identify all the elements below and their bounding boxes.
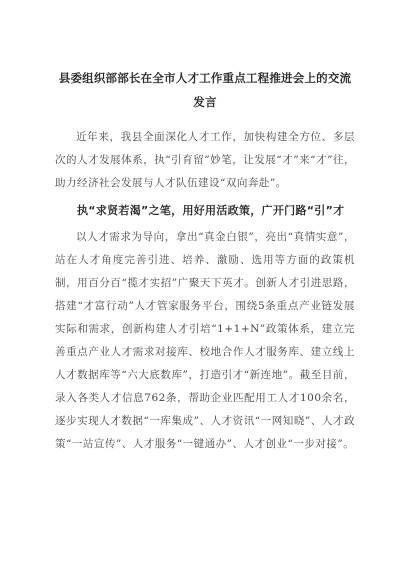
intro-paragraph: 近年来，我县全面深化人才工作，加快构建全方位、多层次的人才发展体系，执“引育留”妙笔，让发展“才”来“才”往，助力经济社会发展与人才队伍建设“双向奔赴”。	[55, 131, 355, 189]
document-body	[55, 66, 355, 456]
body-paragraph: 以人才需求为导向，拿出“真金白银”，亮出“真情实意”，站在人才角度完善引进、培养、激励、选用等方面的政策机制，用百分百“揽才实招”广聚天下英才。创新人才引进思路，搭建“才富行动”人才管家服务平台，围绕5条重点产业链发展实际和需求，创新构建人才引培“1+1+N”政策体系，建立完善重点产业人才需求对接库、校地合作人才服务库、建立线上人才数据库等“六大底数库”，打造引才“新连地”。截至目前，录入各类人才信息762条，帮助企业匹配用工人才100余名，逐步实现人才数据“一库集成”、人才资讯“一网知晓”、人才政策“一站宣传”、人才服务“一键通办”、人才创业“一步对接”。	[55, 231, 355, 450]
document-title: 县委组织部部长在全市人才工作重点工程推进会上的交流发言	[58, 71, 352, 109]
section-heading: 执“求贤若渴”之笔，用好用活政策，广开门路“引”才	[77, 204, 345, 217]
